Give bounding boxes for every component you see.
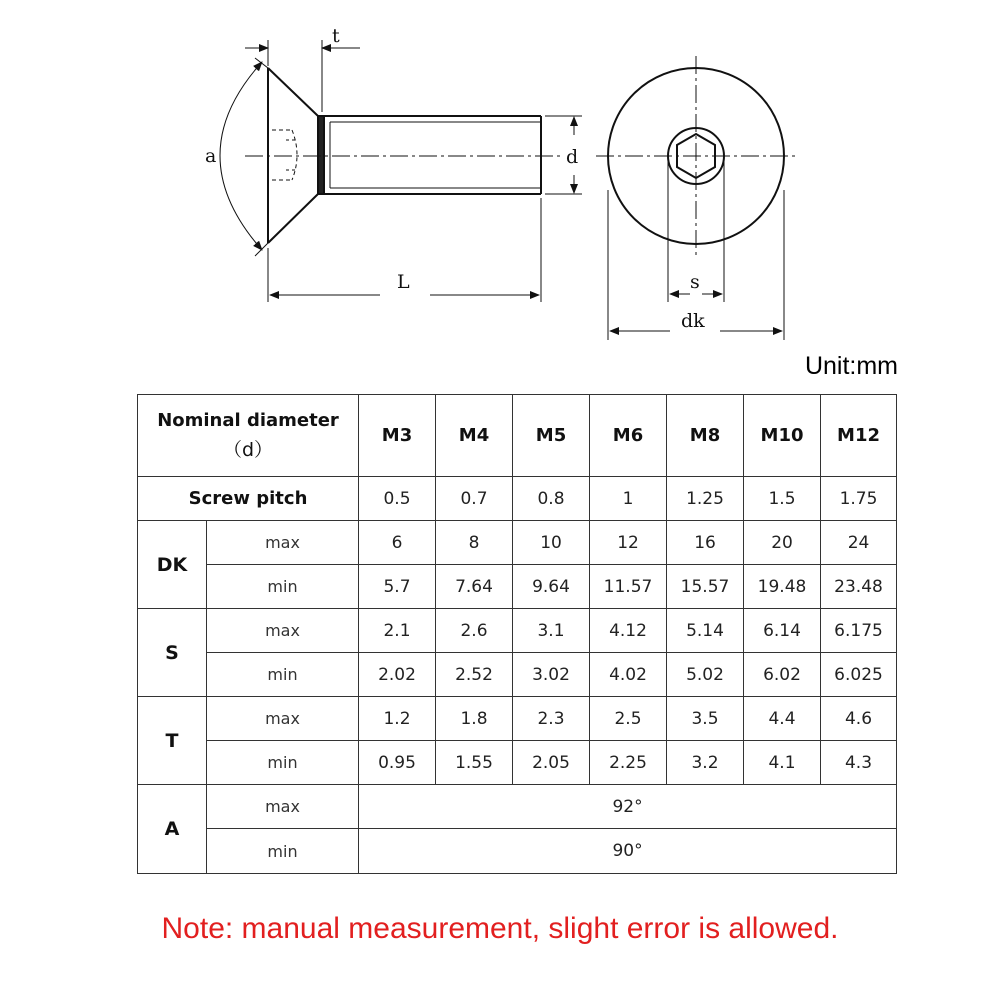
- label-s: s: [690, 271, 700, 293]
- dk-min-row: [138, 565, 897, 609]
- table-cell: 1.55: [436, 741, 513, 785]
- table-cell: 8: [436, 521, 513, 565]
- dim-a: [220, 58, 268, 256]
- size-header: M3: [359, 395, 436, 477]
- table-cell: 3.2: [667, 741, 744, 785]
- table-cell: 6.02: [744, 653, 821, 697]
- table-cell: 1.25: [667, 477, 744, 521]
- table-cell: 5.02: [667, 653, 744, 697]
- table-cell: 4.4: [744, 697, 821, 741]
- pitch-label: Screw pitch: [138, 477, 359, 521]
- table-cell: 4.3: [821, 741, 897, 785]
- size-header: M8: [667, 395, 744, 477]
- table-cell: 1.2: [359, 697, 436, 741]
- label-a: a: [205, 145, 217, 167]
- table-cell: 2.25: [590, 741, 667, 785]
- table-cell: 0.7: [436, 477, 513, 521]
- s-group-label: S: [138, 609, 207, 697]
- table-cell: 19.48: [744, 565, 821, 609]
- note-text: Note: manual measurement, slight error is allowed.: [161, 912, 839, 945]
- table-cell: 0.95: [359, 741, 436, 785]
- table-cell: 7.64: [436, 565, 513, 609]
- table-cell: 11.57: [590, 565, 667, 609]
- table-cell: 1: [590, 477, 667, 521]
- min-label: min: [207, 741, 359, 785]
- table-cell: 10: [513, 521, 590, 565]
- table-cell: 2.3: [513, 697, 590, 741]
- table-cell: 3.02: [513, 653, 590, 697]
- label-L: L: [397, 271, 410, 293]
- size-header: M6: [590, 395, 667, 477]
- a-min-row: [138, 829, 897, 874]
- spec-table: [137, 394, 897, 874]
- table-cell: 9.64: [513, 565, 590, 609]
- table-cell: 4.12: [590, 609, 667, 653]
- table-cell-merged: 90°: [359, 829, 897, 874]
- s-min-row: [138, 653, 897, 697]
- max-label: max: [207, 609, 359, 653]
- table-cell: 24: [821, 521, 897, 565]
- label-dk: dk: [681, 310, 705, 332]
- a-max-row: [138, 785, 897, 829]
- nominal-diameter-label: Nominal diameter: [157, 409, 339, 431]
- pitch-row: [138, 477, 897, 521]
- table-cell: 2.1: [359, 609, 436, 653]
- table-cell: 4.02: [590, 653, 667, 697]
- table-cell: 2.5: [590, 697, 667, 741]
- min-label: min: [207, 653, 359, 697]
- t-min-row: [138, 741, 897, 785]
- table-cell: 6: [359, 521, 436, 565]
- t-group-label: T: [138, 697, 207, 785]
- s-max-row: [138, 609, 897, 653]
- nominal-diameter-header: [138, 395, 359, 477]
- table-cell: 6.025: [821, 653, 897, 697]
- table-cell: 1.5: [744, 477, 821, 521]
- size-header: M5: [513, 395, 590, 477]
- table-cell: 6.14: [744, 609, 821, 653]
- screw-drawing: [0, 0, 1000, 345]
- table-cell: 2.6: [436, 609, 513, 653]
- size-header: M10: [744, 395, 821, 477]
- table-cell: 0.5: [359, 477, 436, 521]
- table-header-row: [138, 395, 897, 477]
- table-cell: 3.1: [513, 609, 590, 653]
- unit-label: Unit:mm: [804, 352, 898, 380]
- min-label: min: [207, 829, 359, 874]
- table-cell: 2.05: [513, 741, 590, 785]
- table-cell: 3.5: [667, 697, 744, 741]
- max-label: max: [207, 521, 359, 565]
- table-cell: 2.52: [436, 653, 513, 697]
- table-cell: 1.8: [436, 697, 513, 741]
- table-cell: 6.175: [821, 609, 897, 653]
- table-cell-merged: 92°: [359, 785, 897, 829]
- max-label: max: [207, 785, 359, 829]
- screw-top-view: [596, 56, 796, 256]
- max-label: max: [207, 697, 359, 741]
- t-max-row: [138, 697, 897, 741]
- dk-max-row: [138, 521, 897, 565]
- table-cell: 20: [744, 521, 821, 565]
- size-header: M4: [436, 395, 513, 477]
- min-label: min: [207, 565, 359, 609]
- table-cell: 5.7: [359, 565, 436, 609]
- table-cell: 15.57: [667, 565, 744, 609]
- table-cell: 4.1: [744, 741, 821, 785]
- table-cell: 5.14: [667, 609, 744, 653]
- label-t: t: [332, 25, 340, 47]
- a-group-label: A: [138, 785, 207, 874]
- label-d: d: [566, 146, 579, 168]
- table-cell: 16: [667, 521, 744, 565]
- dk-group-label: DK: [138, 521, 207, 609]
- table-cell: 12: [590, 521, 667, 565]
- nominal-diameter-symbol: （d）: [222, 438, 274, 461]
- size-header: M12: [821, 395, 897, 477]
- table-cell: 4.6: [821, 697, 897, 741]
- table-cell: 23.48: [821, 565, 897, 609]
- table-cell: 2.02: [359, 653, 436, 697]
- table-cell: 0.8: [513, 477, 590, 521]
- table-cell: 1.75: [821, 477, 897, 521]
